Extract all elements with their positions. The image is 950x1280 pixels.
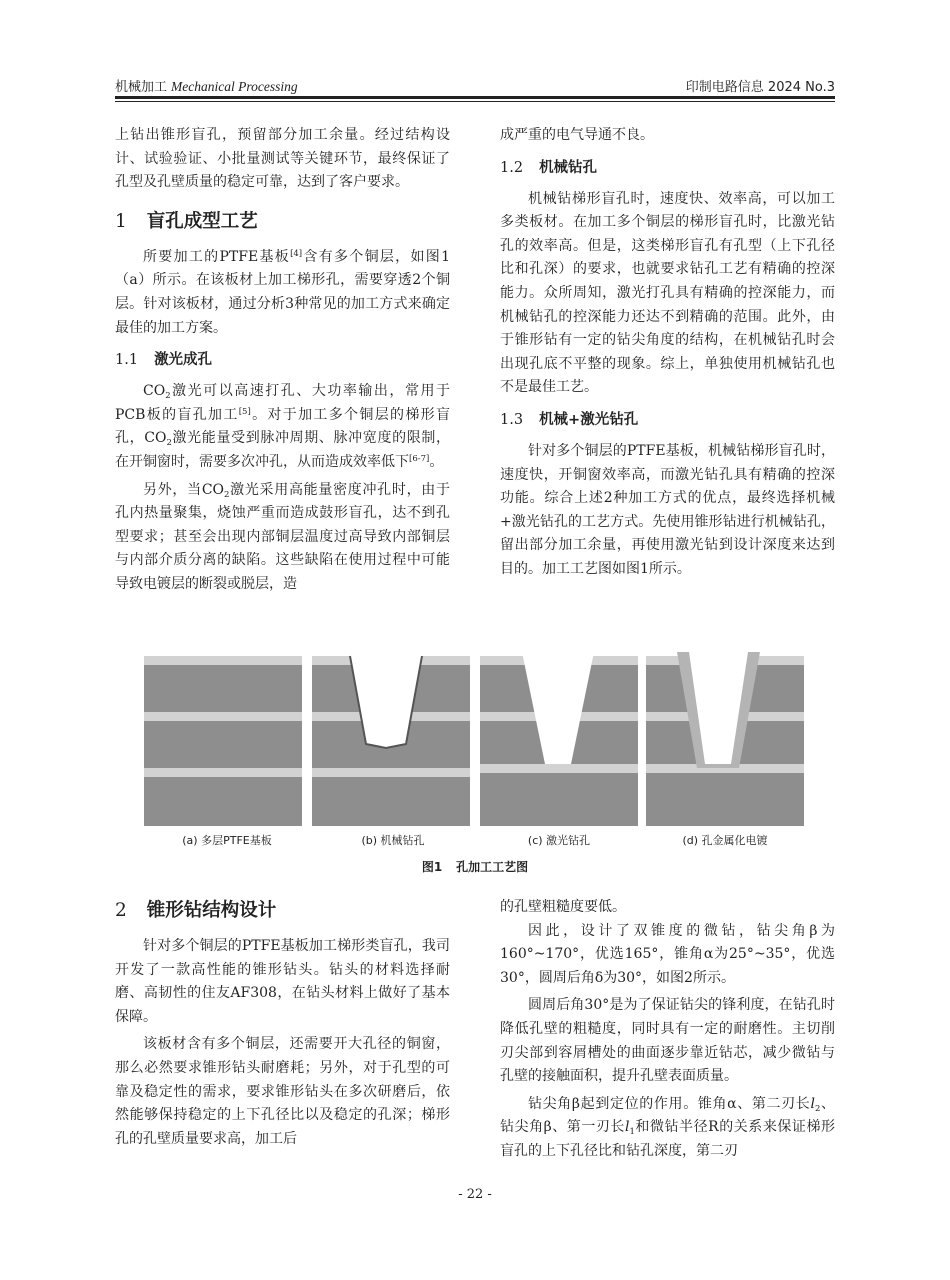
figure-caption [0, 858, 950, 875]
subsection-number: 1.3 [500, 411, 524, 428]
text-run: 钻尖角β起到定位的作用。锥角α、第二刃长 [528, 1095, 811, 1112]
section-heading-1 [115, 207, 450, 237]
header-journal-section [115, 76, 298, 95]
copper-layer [312, 768, 470, 777]
paragraph: 针对多个铜层的PTFE基板，机械钻梯形盲孔时，速度快，开铜窗效率高，而激光钻孔具有精确的控深功能。综合上述2种加工方式的优点，最终选择机械+激光钻孔的工艺方式。先使用锥形钻进行机械钻孔，留出部分加工余量，再使用激光钻到设计深度来达到目的。加工工艺图如图1所示。 [500, 442, 835, 577]
text-run: 和微钻半径R的关系来保证梯形盲孔的上下孔径比和钻孔深度，第二刃 [500, 1119, 835, 1159]
text-run: 含有多个铜层，如图1（a）所示。在该板材上加工梯形孔，需要穿透2个铜层。针对该板材，通过分析3种常见的加工方式来确定最佳的加工方案。 [115, 248, 450, 336]
paragraph: 因此，设计了双锥度的微钻，钻尖角β为160°~170°，优选165°，锥角α为25°~35°，优选30°，圆周后角δ为30°，如图2所示。 [500, 922, 835, 986]
running-header [115, 76, 835, 98]
column-left-top [115, 124, 450, 597]
subsection-title: 机械+激光钻孔 [539, 411, 639, 428]
figure-caption-label: 图1 [421, 860, 443, 874]
section-heading-2 [115, 896, 450, 926]
text-run: 另外，当CO [143, 481, 225, 498]
subsection-heading-1-1 [115, 346, 450, 374]
citation: [5] [238, 406, 251, 417]
figure-caption-text: 孔加工工艺图 [456, 860, 529, 874]
dielectric-layer [144, 656, 302, 826]
figure-1 [144, 652, 804, 852]
subsection-title: 机械钻孔 [539, 159, 598, 176]
figure-1-graphic [144, 652, 804, 832]
text-run: 所要加工的PTFE基板 [143, 248, 291, 265]
paragraph: 该板材含有多个铜层，还需要开大孔径的铜窗，那么必然要求锥形钻头耐磨耗；另外，对于孔型的可靠及稳定性的需求，要求锥形钻头在多次研磨后，依然能够保持稳定的上下孔径比以及稳定的孔深；梯形孔的孔壁质量要求高，加工后 [115, 1036, 450, 1147]
text-run: 激光能量受到脉冲周期、脉冲宽度的限制，在开铜窗时，需要多次冲孔，从而造成效率低下 [115, 430, 450, 470]
paragraph: 成严重的电气导通不良。 [500, 127, 654, 143]
figure-panel-label-d: (d) 孔金属化电镀 [682, 834, 768, 847]
subsection-number: 1.1 [115, 352, 139, 369]
section-title: 盲孔成型工艺 [146, 210, 258, 232]
section-title: 锥形钻结构设计 [146, 900, 277, 921]
section-number: 2 [115, 900, 127, 921]
panel-a-graphic [144, 656, 302, 826]
paragraph: 的孔壁粗糙度要低。 [500, 899, 626, 915]
text-run: 、钻尖角β、第一刃长 [500, 1095, 836, 1136]
subscript: 1 [629, 1127, 635, 1138]
header-section-en: Mechanical Processing [171, 79, 298, 94]
subscript: 2 [166, 438, 172, 449]
text-run: 激光采用高能量密度冲孔时，由于孔内热量聚集，烧蚀严重而造成鼓形盲孔，达不到孔型要求；甚至会出现内部铜层温度过高导致内部铜层与内部介质分离的缺陷。这些缺陷在使用过程中可能导致电镀层的断裂或脱层，造 [115, 481, 450, 592]
column-left-bottom [115, 896, 450, 1151]
paragraph [115, 380, 450, 474]
subscript: 2 [165, 391, 171, 402]
paragraph: 针对多个铜层的PTFE基板加工梯形类盲孔，我司开发了一款高性能的锥形钻头。钻头的材料选择耐磨、高韧性的住友AF308，在钻头材料上做好了基本保障。 [115, 938, 450, 1025]
paragraph [115, 246, 450, 340]
paragraph [115, 479, 450, 597]
subscript: 2 [224, 489, 230, 500]
text-run: 。 [429, 453, 444, 470]
subsection-heading-1-2 [500, 154, 835, 182]
paragraph [500, 1093, 835, 1164]
copper-layer [144, 712, 302, 721]
copper-layer [480, 764, 638, 773]
subsection-number: 1.2 [500, 159, 524, 176]
text-run: 激光可以高速打孔、大功率输出，常用于PCB板的盲孔加工 [115, 383, 450, 423]
header-issue: 印制电路信息 2024 No.3 [685, 80, 835, 95]
citation: [6-7] [409, 453, 430, 464]
text-run: CO [143, 383, 166, 400]
panel-d-graphic [646, 652, 804, 826]
header-rule-thin [115, 101, 835, 102]
paragraph: 上钻出锥形盲孔，预留部分加工余量。经过结构设计、试验验证、小批量测试等关键环节，最终保证了孔型及孔壁质量的稳定可靠，达到了客户要求。 [115, 127, 450, 191]
citation: [4] [290, 248, 303, 259]
panel-c-graphic [480, 652, 638, 826]
copper-layer [144, 656, 302, 665]
copper-layer [144, 768, 302, 777]
panel-b-graphic [312, 652, 470, 826]
math-var: l [624, 1119, 630, 1136]
subsection-title: 激光成孔 [154, 352, 213, 369]
figure-panel-label-b: (b) 机械钻孔 [361, 834, 425, 847]
figure-panel-label-c: (c) 激光钻孔 [527, 834, 591, 847]
header-section-cn: 机械加工 [115, 80, 168, 95]
subscript: 2 [814, 1103, 821, 1114]
subsection-heading-1-3 [500, 406, 835, 434]
section-number: 1 [115, 210, 127, 232]
column-right-bottom [500, 896, 835, 1164]
page-number: - 22 - [458, 1187, 492, 1202]
paragraph: 机械钻梯形盲孔时，速度快、效率高，可以加工多类板材。在加工多个铜层的梯形盲孔时，比激光钻孔的效率高。但是，这类梯形盲孔有孔型（上下孔径比和孔深）的要求，也就要求钻孔工艺有精确的控深能力。众所周知，激光打孔具有精确的控深能力，而机械钻孔的控深能力还达不到精确的范围。此外，由于锥形钻有一定的钻尖角度的结构，在机械钻孔时会出现孔底不平整的现象。综上，单独使用机械钻孔也不是最佳工艺。 [500, 190, 835, 396]
figure-panel-label-a: (a) 多层PTFE基板 [182, 834, 272, 847]
text-run: 。对于加工多个铜层的梯形盲孔，CO [115, 406, 451, 447]
header-rule-thick [115, 96, 835, 99]
math-var: l [810, 1095, 815, 1112]
paragraph: 圆周后角30°是为了保证钻尖的锋利度，在钻孔时降低孔壁的粗糙度，同时具有一定的耐磨性。主切削刃尖部到容屑槽处的曲面逐步靠近钻芯，减少微钻与孔壁的接触面积，提升孔壁表面质量。 [500, 997, 835, 1085]
column-right-top [500, 124, 835, 582]
